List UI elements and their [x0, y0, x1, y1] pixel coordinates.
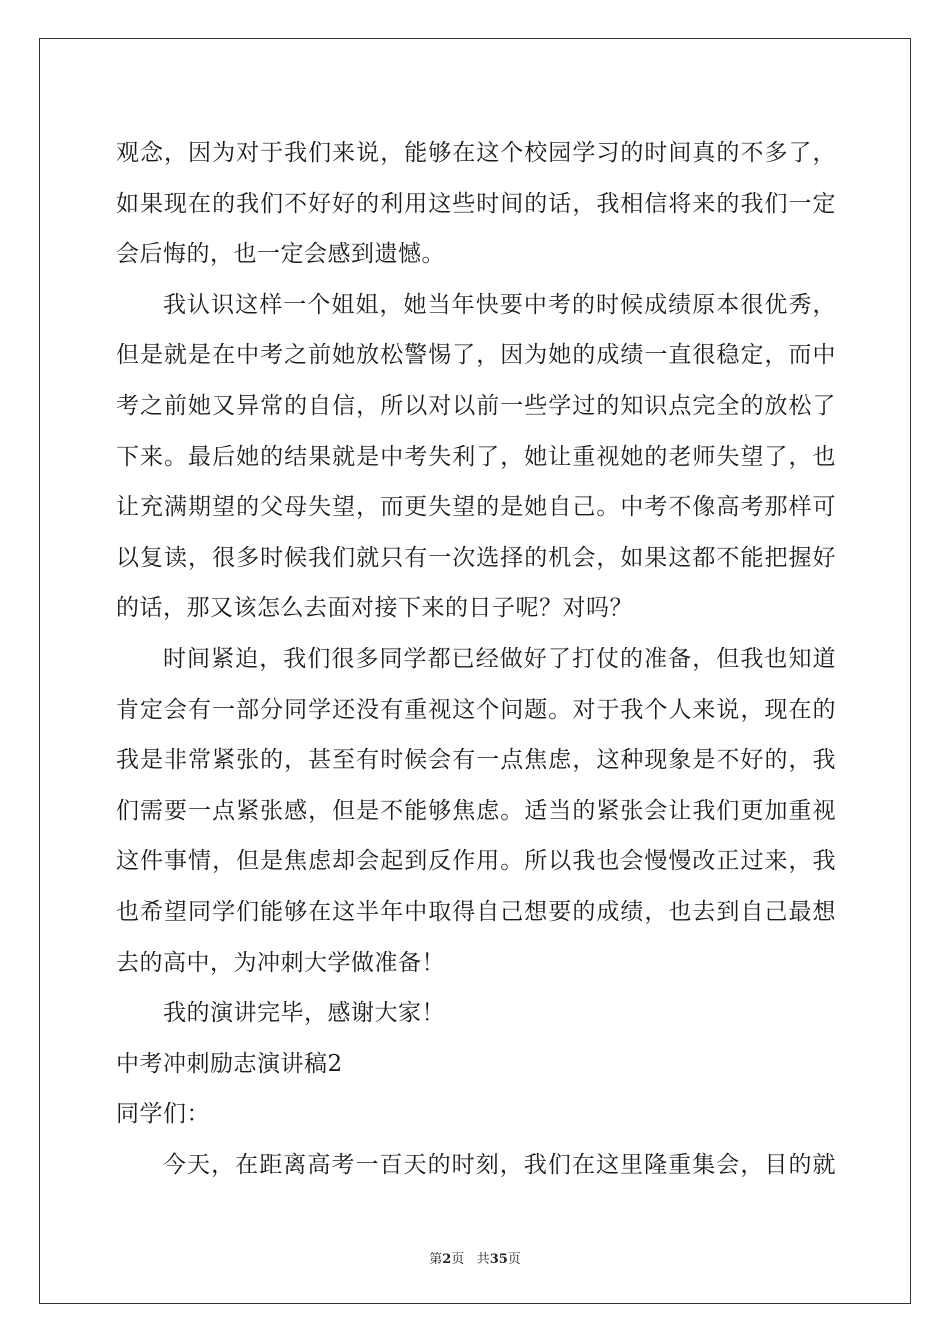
text-line: 考之前她又异常的自信，所以对以前一些学过的知识点完全的放松了	[116, 392, 836, 419]
footer-page-suffix: 页	[451, 1252, 465, 1267]
text-line: 肯定会有一部分同学还没有重视这个问题。对于我个人来说，现在的	[116, 696, 836, 723]
document-body	[116, 128, 836, 1190]
footer-total-prefix: 共	[476, 1252, 490, 1267]
text-line: 以复读，很多时候我们就只有一次选择的机会，如果这都不能把握好	[116, 544, 836, 571]
text-line: 我是非常紧张的，甚至有时候会有一点焦虑，这种现象是不好的，我	[116, 747, 836, 774]
text-line: 时间紧迫，我们很多同学都已经做好了打仗的准备，但我也知道	[163, 645, 836, 672]
text-line: 同学们：	[116, 1101, 210, 1128]
text-line: 中考冲刺励志演讲稿2	[116, 1050, 343, 1077]
text-line: 们需要一点紧张感，但是不能够焦虑。适当的紧张会让我们更加重视	[116, 797, 836, 824]
text-line: 今天，在距离高考一百天的时刻，我们在这里隆重集会，目的就	[163, 1151, 836, 1178]
text-line: 下来。最后她的结果就是中考失利了，她让重视她的老师失望了，也	[116, 443, 836, 470]
footer-prefix: 第	[429, 1252, 443, 1267]
text-line: 但是就是在中考之前她放松警惕了，因为她的成绩一直很稳定，而中	[116, 342, 836, 369]
text-line: 我认识这样一个姐姐，她当年快要中考的时候成绩原本很优秀，	[163, 291, 836, 318]
text-line: 我的演讲完毕，感谢大家！	[163, 1000, 445, 1027]
footer-page-number: 2	[442, 1252, 452, 1267]
text-line: 的话，那又该怎么去面对接下来的日子呢？对吗？	[116, 595, 633, 622]
page-footer	[0, 1248, 950, 1267]
text-line: 会后悔的，也一定会感到遗憾。	[116, 241, 445, 268]
text-line: 这件事情，但是焦虑却会起到反作用。所以我也会慢慢改正过来，我	[116, 848, 836, 875]
text-line: 去的高中，为冲刺大学做准备！	[116, 949, 445, 976]
text-line: 观念，因为对于我们来说，能够在这个校园学习的时间真的不多了，	[116, 140, 836, 166]
footer-total-suffix: 页	[507, 1252, 521, 1267]
text-line: 让充满期望的父母失望，而更失望的是她自己。中考不像高考那样可	[116, 494, 836, 521]
text-line: 也希望同学们能够在这半年中取得自己想要的成绩，也去到自己最想	[116, 898, 836, 925]
footer-total-pages: 35	[489, 1252, 508, 1267]
text-line: 如果现在的我们不好好的利用这些时间的话，我相信将来的我们一定	[116, 190, 836, 217]
